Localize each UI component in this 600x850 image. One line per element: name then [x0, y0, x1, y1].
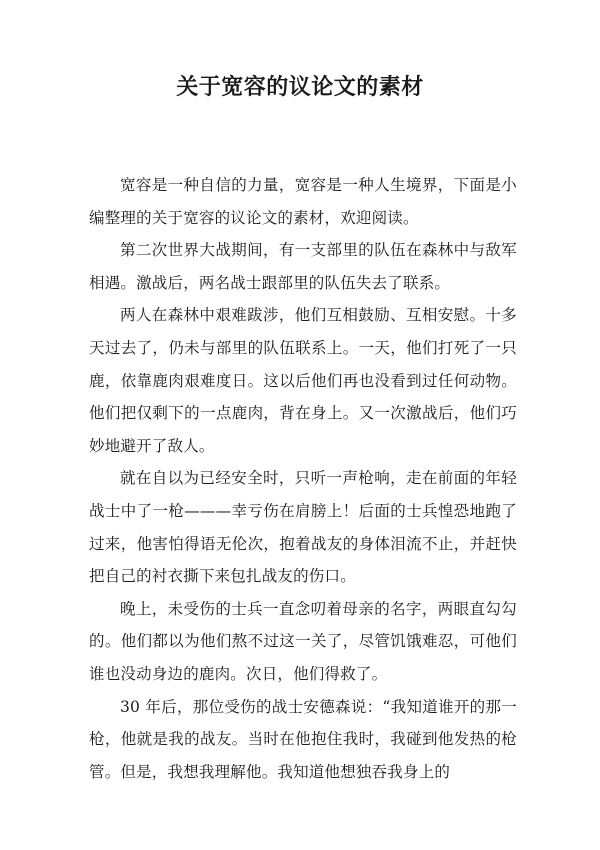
paragraph-gunshot: 就在自以为已经安全时，只听一声枪响，走在前面的年轻战士中了一枪———幸亏伤在肩膀上！后面的士兵惶恐地跑了过来，他害怕得语无伦次，抱着战友的身体泪流不止，并赶快把自己的衬衣撕下来包扎战友的伤口。 [89, 469, 517, 586]
paragraph-night: 晚上，未受伤的士兵一直念叨着母亲的名字，两眼直勾勾的。他们都以为他们熬不过这一关了，尽管饥饿难忍，可他们谁也没动身边的鹿肉。次日，他们得救了。 [89, 599, 517, 683]
paragraph-encounter: 第二次世界大战期间，有一支部里的队伍在森林中与敌军相遇。激战后，两名战士跟部里的队伍失去了联系。 [89, 241, 517, 292]
document-title: 关于宽容的议论文的素材 [176, 74, 424, 100]
paragraph-thirty-years-later: 30 年后，那位受伤的战士安德森说：“我知道谁开的那一枪，他就是我的战友。当时在他抱住我时，我碰到他发热的枪管。但是，我想我理解他。我知道他想独吞我身上的 [89, 697, 517, 781]
document-body [89, 169, 517, 788]
paragraph-intro: 宽容是一种自信的力量，宽容是一种人生境界，下面是小编整理的关于宽容的议论文的素材，欢迎阅读。 [89, 176, 517, 227]
paragraph-forest-trek: 两人在森林中艰难跋涉，他们互相鼓励、互相安慰。十多天过去了，仍未与部里的队伍联系上。一天，他们打死了一只鹿，依靠鹿肉艰难度日。这以后他们再也没看到过任何动物。他们把仅剩下的一点鹿肉，背在身上。又一次激战后，他们巧妙地避开了敌人。 [89, 306, 517, 455]
